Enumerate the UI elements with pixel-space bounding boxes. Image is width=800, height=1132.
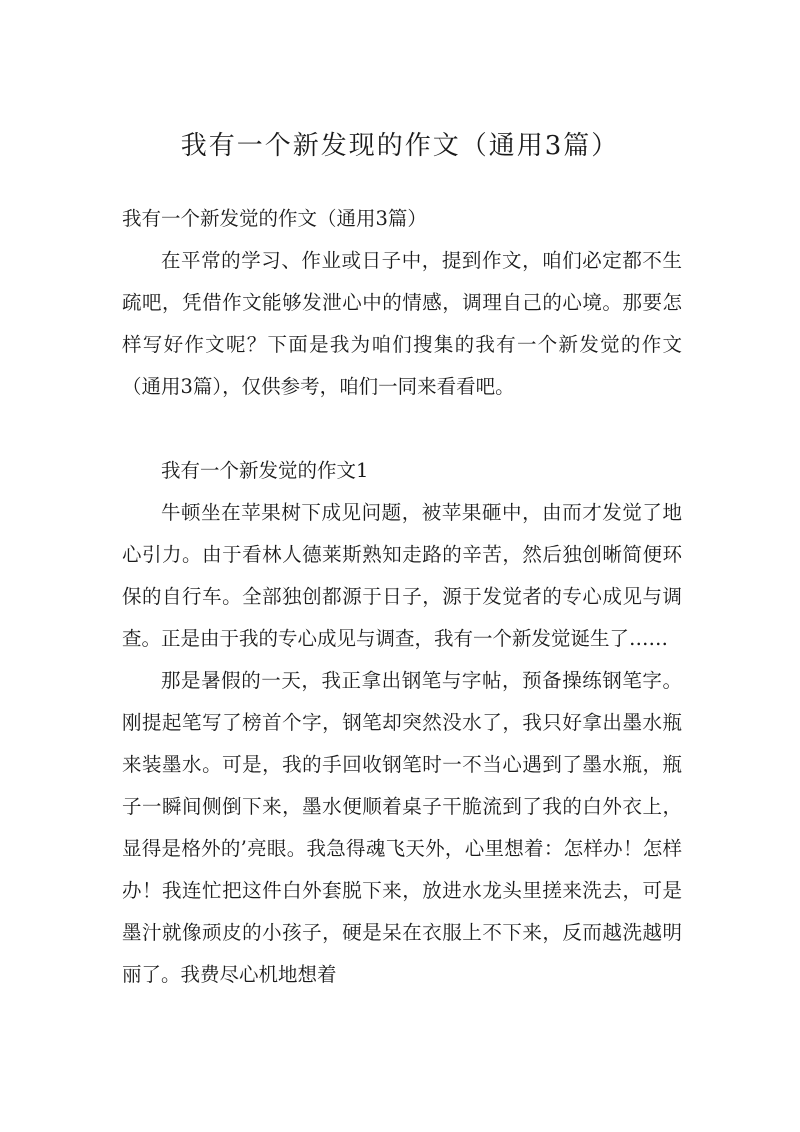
essay-paragraph: 牛顿坐在苹果树下成见问题，被苹果砸中，由而才发觉了地心引力。由于看林人德莱斯熟知走路的辛苦，然后独创晰简便环保的自行车。全部独创都源于日子，源于发觉者的专心成见与调查。正是由于我的专心成见与调查，我有一个新发觉诞生了…… (122, 501, 682, 650)
intro-paragraph: 在平常的学习、作业或日子中，提到作文，咱们必定都不生疏吧，凭借作文能够发泄心中的情感，调理自己的心境。那要怎样写好作文呢？下面是我为咱们搜集的我有一个新发觉的作文（通用3篇），仅供参考，咱们一同来看看吧。 (122, 249, 682, 398)
essay-paragraph: 那是暑假的一天，我正拿出钢笔与字帖，预备操练钢笔字。刚提起笔写了榜首个字，钢笔却突然没水了，我只好拿出墨水瓶来装墨水。可是，我的手回收钢笔时一不当心遇到了墨水瓶，瓶子一瞬间侧倒下来，墨水便顺着桌子干脆流到了我的白外衣上，显得是格外的’亮眼。我急得魂飞天外，心里想着：怎样办！怎样办！我连忙把这件白外套脱下来，放进水龙头里搓来洗去，可是墨汁就像顽皮的小孩子，硬是呆在衣服上不下来，反而越洗越明丽了。我费尽心机地想着 (122, 669, 682, 986)
document-title: 我有一个新发现的作文（通用3篇） (180, 131, 620, 161)
essay-heading: 我有一个新发觉的作文1 (161, 459, 369, 482)
paragraph-spacer (122, 408, 682, 450)
document-body (122, 198, 682, 996)
document-subtitle: 我有一个新发觉的作文（通用3篇） (122, 207, 427, 230)
